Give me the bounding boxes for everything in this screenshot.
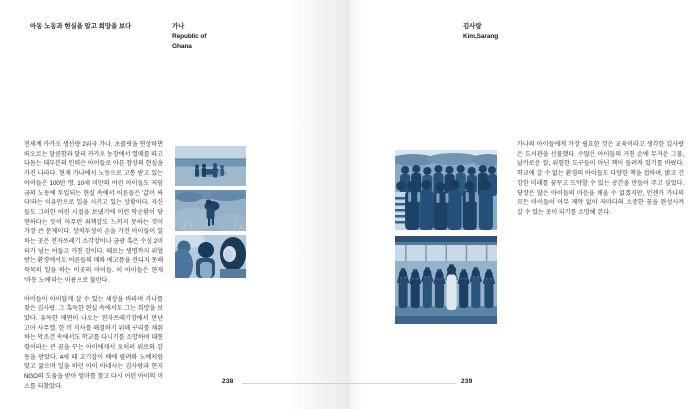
photo-interview-closeup bbox=[175, 235, 246, 278]
children-cheering-image bbox=[395, 236, 497, 324]
country-name-en-1: Republic of bbox=[172, 33, 207, 40]
left-body-paragraph-2: 아이들이 아이답게 살 수 있는 세상을 바라며 가나를 찾은 김사랑. 그 혹독한 현실 속에서도 그는 희망을 보았다. 유독한 매연이 나오는 전자쓰레기장에서 만난 고아 사무엘. 한 끼 식사를 해결하기 위해 구리를 채취하는 악조건 속에서도 학교를 다니기를 소망하며 대통령이라는 큰 꿈을 꾸는 아이에게서 오히려 위로와 감동을 받았다. 4세 때 고기잡이 배에 팔려와 노예처럼 맞고 굶으며 일을 하던 아이 아네사는 김사랑과 현지 NGO의 도움을 받아 엄마를 찾고 다시 어린 아이의 미소를 되찾았다. bbox=[24, 295, 164, 390]
beach-scene-image bbox=[175, 146, 246, 186]
left-body-paragraph-1: 전세계 카카오 생산량 2위국 가나. 초콜릿을 연상하면 떠오르는 달콤함과 달리 카카오 농장에서 열매를 따고 다듬는 대부분의 인력은 아이들로 아픈 참상의 현실을 가진 나라다. 현재 가나에서 노동으로 고통 받고 있는 아이들은 100만 명. 10세 미만의 어린 아이들도 저임금의 노동에 투입되는 현실 속에서 어른들은 '값이 싸다'라는 이유만으로 일을 시키고 있는 상황이다. 자신들도 그러한 어린 시절을 보냈기에 이런 악순환이 당연하다는 듯이 아무런 죄책감도 느끼지 못하는 것이 가장 큰 문제이다. 상처투성이 손을 가진 아이들이 일하는 곳은 전자쓰레기 소각장이나 금광 혹은 수심 2미터가 넘는 어둡고 거친 강이다. 때로는 생명까지 위협받는 환경에서도 어른들의 매와 배고픔을 견디지 못해 묵묵히 일을 하는 이곳의 아이들. 이 아이들은 현재 '아동 노예'라는 이름으로 불린다. bbox=[24, 141, 164, 284]
grass-field-image bbox=[175, 190, 246, 231]
author-block bbox=[463, 22, 498, 42]
right-page-number: 239 bbox=[461, 378, 473, 385]
author-name-ko: 김사랑 bbox=[463, 23, 482, 30]
country-name-en-2: Ghana bbox=[172, 43, 192, 50]
photo-children-arms-raised bbox=[395, 236, 497, 324]
country-name-ko: 가나 bbox=[172, 23, 185, 30]
footer-divider-line bbox=[242, 383, 456, 384]
group-of-children-image bbox=[395, 150, 497, 230]
left-page-body-text bbox=[24, 140, 163, 401]
article-title: 아동 노동과 현실을 알고 희망을 보다 bbox=[30, 23, 132, 30]
right-page-body-text bbox=[517, 140, 684, 227]
country-block bbox=[172, 22, 206, 52]
photo-school-children-group bbox=[395, 150, 497, 230]
spine-shadow-right bbox=[350, 0, 363, 409]
closeup-conversation-image bbox=[175, 235, 246, 278]
photo-children-working-at-sea bbox=[175, 146, 246, 186]
photo-child-carrying-load bbox=[175, 190, 246, 231]
right-body-paragraph-1: 가나의 아이들에게 가장 필요한 것은 교육이라고 생각한 김사랑은 도서관을 선물했다. 수많은 아이들의 거친 손에 무거운 그물, 날카로운 칼, 위험한 도구들이 아닌 책이 들려져 있기를 바랐다. 학교에 갈 수 없는 환경의 아이들도 다양한 책을 접하며, 밝고 건강한 미래를 꿈꾸고 도약할 수 있는 공간을 만들어 주고 싶었다. 당장은 많은 아이들의 마음을 채울 수 없겠지만, 언젠가 가나의 모든 아이들이 아무 제약 없이 저마다의 소중한 꿈을 완성시켜 갈 수 있는 곳이 되기를 소망해 본다. bbox=[517, 141, 684, 216]
author-name-en: Kim,Sarang bbox=[463, 33, 499, 40]
left-page-number: 238 bbox=[222, 378, 234, 385]
spine-shadow-left bbox=[286, 0, 350, 409]
